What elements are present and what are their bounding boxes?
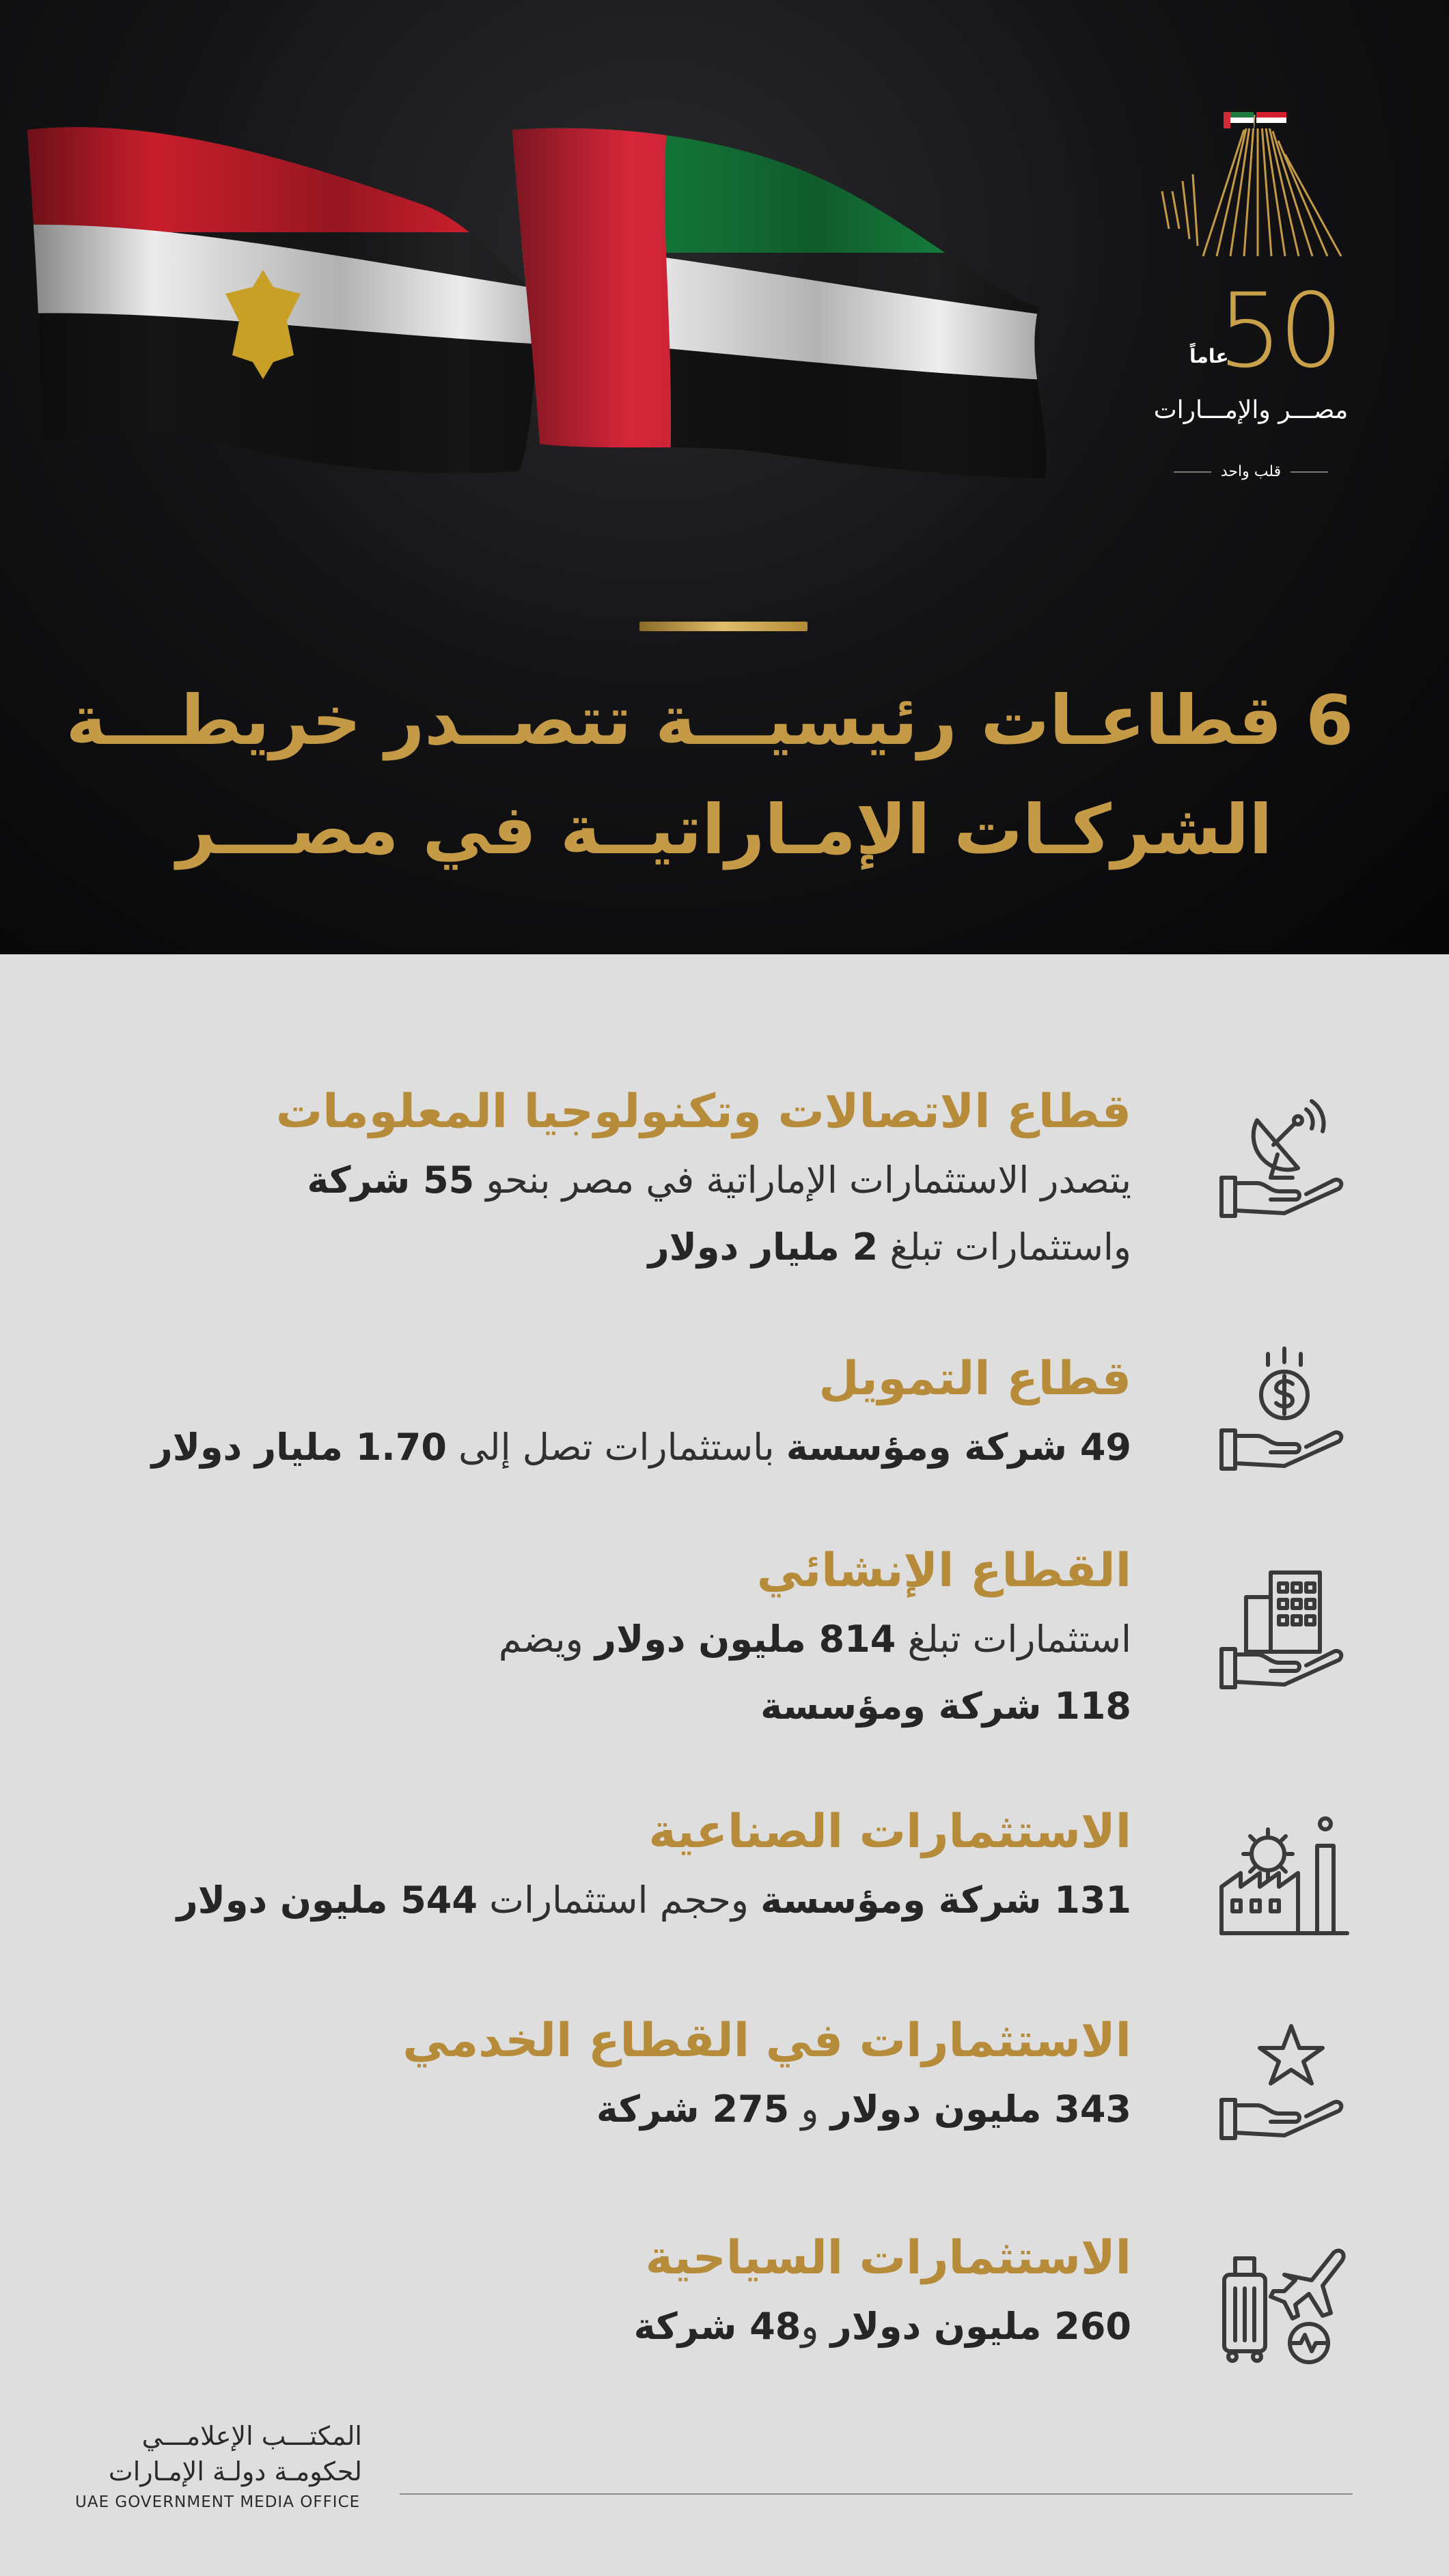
footer-divider <box>400 2493 1353 2495</box>
luggage-plane-icon <box>1216 2234 1353 2370</box>
sector-figure: 48 شركة <box>633 2305 801 2348</box>
sector-industrial <box>109 1801 1131 1934</box>
mini-flags-icon <box>1148 109 1353 130</box>
sector-line <box>109 1147 1131 1214</box>
factory-gear-icon <box>1216 1805 1353 1941</box>
logo-number: 50 <box>1217 272 1340 391</box>
page-title <box>66 666 1353 885</box>
sector-text: وحجم استثمارات <box>477 1879 761 1922</box>
footer-line-2: لحكومـة دولـة الإمـارات <box>108 2456 362 2487</box>
sector-text: باستثمارات تصل إلى <box>446 1426 786 1469</box>
sector-figure: 118 شركة ومؤسسة <box>760 1685 1131 1728</box>
sector-figure: 131 شركة ومؤسسة <box>760 1879 1131 1922</box>
logo-slogan: قلب واحد <box>1148 463 1353 480</box>
star-hand-icon <box>1216 2015 1353 2152</box>
logo-name: مصـــر والإمـــارات <box>1153 396 1349 424</box>
sector-line <box>109 1414 1131 1481</box>
sector-figure: 2 مليار دولار <box>648 1225 879 1269</box>
sector-title: قطاع التمويل <box>818 1352 1131 1406</box>
sector-figure: 814 مليون دولار <box>594 1618 896 1661</box>
sector-text: و <box>801 2305 831 2348</box>
50-years-logo <box>1148 109 1353 492</box>
sector-figure: 1.70 مليار دولار <box>151 1426 447 1469</box>
sector-figure: 260 مليون دولار <box>830 2305 1131 2348</box>
sector-finance <box>109 1348 1131 1481</box>
sector-figure: 275 شركة <box>596 2088 790 2131</box>
logo-years-label: عاماً <box>1189 345 1229 368</box>
sector-figure: 343 مليون دولار <box>830 2088 1131 2131</box>
sector-title: القطاع الإنشائي <box>756 1544 1131 1598</box>
uae-flag <box>478 102 1093 492</box>
sector-services <box>109 2010 1131 2143</box>
sector-text: و <box>789 2088 831 2131</box>
building-hand-icon <box>1216 1564 1353 1701</box>
dollar-coin-hand-icon <box>1216 1346 1353 1482</box>
title-line-1: 6 قطاعـات رئيسيـــة تتصــدر خريطـــة <box>66 680 1353 760</box>
sector-line <box>109 1214 1131 1281</box>
media-office-logo <box>75 2418 362 2511</box>
sector-tourism <box>109 2228 1131 2360</box>
sector-line <box>109 1867 1131 1934</box>
title-line-2: الشركـات الإمـاراتيــة في مصـــر <box>176 790 1273 870</box>
hero-banner <box>0 0 1449 954</box>
sector-title: الاستثمارات السياحية <box>645 2231 1131 2285</box>
footer-english: UAE GOVERNMENT MEDIA OFFICE <box>75 2493 361 2511</box>
sector-title: الاستثمارات في القطاع الخدمي <box>402 2014 1131 2068</box>
sector-text: ويضم <box>498 1618 595 1661</box>
satellite-dish-hand-icon <box>1216 1093 1353 1230</box>
sector-figure: 544 مليون دولار <box>176 1879 478 1922</box>
sector-text: استثمارات تبلغ <box>896 1618 1131 1661</box>
sector-construction <box>109 1540 1131 1740</box>
sector-line <box>109 1606 1131 1673</box>
sector-figure: 55 شركة <box>307 1159 475 1202</box>
sector-figure: 49 شركة ومؤسسة <box>786 1426 1131 1469</box>
sector-title: الاستثمارات الصناعية <box>648 1805 1131 1859</box>
gold-divider <box>639 622 808 631</box>
pyramid-icon <box>1148 109 1353 266</box>
sector-title: قطاع الاتصالات وتكنولوجيا المعلومات <box>275 1085 1131 1139</box>
footer-line-1: المكتـــب الإعلامـــي <box>141 2421 362 2451</box>
sector-text: يتصدر الاستثمارات الإماراتية في مصر بنحو <box>474 1159 1131 1202</box>
sector-line <box>109 2293 1131 2360</box>
sector-line <box>109 1673 1131 1740</box>
sector-ict <box>109 1081 1131 1281</box>
sector-line <box>109 2076 1131 2143</box>
sector-text: واستثمارات تبلغ <box>878 1225 1131 1269</box>
